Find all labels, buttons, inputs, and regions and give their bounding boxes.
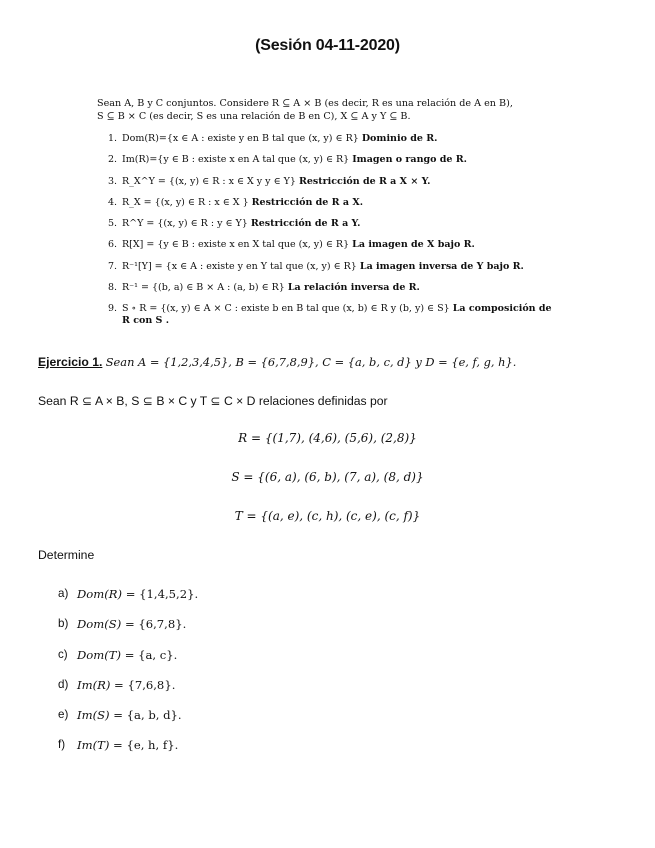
definition-number: 2. <box>108 154 118 166</box>
exercise-heading: Ejercicio 1. <box>38 355 103 369</box>
definition-item <box>108 197 560 218</box>
definition-name: Imagen o rango de R. <box>352 154 467 166</box>
definition-number: 7. <box>108 260 118 272</box>
intro-line-1: Sean A, B y C conjuntos. Considere R ⊆ A × B (es decir, R es una relación de A en B), <box>97 98 513 109</box>
definition-number: 4. <box>108 196 118 208</box>
definition-item <box>108 176 560 197</box>
answer-value: {1,4,5,2}. <box>139 587 199 601</box>
relations-intro: Sean R ⊆ A × B, S ⊆ B × C y T ⊆ C × D relaciones definidas por <box>38 394 388 408</box>
answer-item <box>58 617 198 647</box>
definition-name: Restricción de R a Y. <box>250 218 361 230</box>
definition-item <box>108 303 560 329</box>
answer-expression: Dom(R) = <box>77 587 136 601</box>
definition-number: 6. <box>108 239 118 251</box>
definition-text: R_X = {(x, y) ∈ R : x ∈ X } <box>122 196 249 208</box>
answer-value: {a, c}. <box>138 647 178 662</box>
definition-item <box>108 261 560 282</box>
session-title: (Sesión 04-11-2020) <box>255 37 400 54</box>
definition-name: Dominio de R. <box>361 133 438 144</box>
answer-item <box>58 587 198 617</box>
definition-text: R⁻¹[Y] = {x ∈ A : existe y en Y tal que (x, y) ∈ R} <box>122 260 357 272</box>
definition-name: Restricción de R a X. <box>251 196 363 208</box>
definition-item <box>108 282 560 303</box>
definition-number: 5. <box>108 218 118 230</box>
answer-expression: Im(S) = <box>77 708 123 723</box>
definition-number: 8. <box>108 282 118 294</box>
answer-item <box>58 708 198 738</box>
answer-expression: Im(T) = <box>77 738 123 753</box>
definition-text: S ∘ R = {(x, y) ∈ A × C : existe b en B tal que (x, b) ∈ R y (b, y) ∈ S} <box>122 303 450 315</box>
definition-text: Dom(R)={x ∈ A : existe y en B tal que (x, y) ∈ R} <box>122 133 359 144</box>
answer-label: e) <box>58 708 69 722</box>
definition-text: R[X] = {y ∈ B : existe x en X tal que (x, y) ∈ R} <box>122 239 350 251</box>
relation-r: R = {(1,7), (4,6), (5,6), (2,8)} <box>238 431 417 445</box>
relation-s: S = {(6, a), (6, b), (7, a), (8, d)} <box>231 470 424 484</box>
definition-item <box>108 133 560 154</box>
answer-expression: Dom(T) = <box>77 647 135 662</box>
determine-label: Determine <box>38 548 95 562</box>
answer-item <box>58 738 198 768</box>
exercise-sets: Sean A = {1,2,3,4,5}, B = {6,7,8,9}, C = {a, b, c, d} y D = {e, f, g, h}. <box>105 355 517 369</box>
intro-line-2: S ⊆ B × C (es decir, S es una relación de B en C), X ⊆ A y Y ⊆ B. <box>97 110 411 122</box>
definition-name: La imagen inversa de Y bajo R. <box>359 260 524 272</box>
definition-text: R_X^Y = {(x, y) ∈ R : x ∈ X y y ∈ Y} <box>122 175 296 187</box>
definition-number: 9. <box>108 303 118 315</box>
answer-expression: Dom(S) = <box>77 617 135 632</box>
answer-value: {7,6,8}. <box>127 677 176 692</box>
definition-number: 1. <box>108 133 118 144</box>
definitions-list <box>108 133 560 329</box>
answer-value: {6,7,8}. <box>138 617 187 632</box>
answer-value: {e, h, f}. <box>126 738 179 753</box>
answer-item <box>58 648 198 678</box>
definition-text: R^Y = {(x, y) ∈ R : y ∈ Y} <box>122 218 248 230</box>
answer-item <box>58 678 198 708</box>
answer-label: d) <box>58 677 69 691</box>
definition-name: La relación inversa de R. <box>287 282 420 294</box>
exercise-statement <box>38 355 516 369</box>
answers-list <box>58 587 198 769</box>
definition-name: La composición de R con S . <box>122 303 552 327</box>
definition-item <box>108 239 560 260</box>
intro-paragraph <box>97 98 559 123</box>
answer-expression: Im(R) = <box>77 677 124 692</box>
definition-name: La imagen de X bajo R. <box>352 239 475 251</box>
definition-text: R⁻¹ = {(b, a) ∈ B × A : (a, b) ∈ R} <box>122 282 285 294</box>
definition-text: Im(R)={y ∈ B : existe x en A tal que (x, y) ∈ R} <box>122 154 350 166</box>
answer-label: f) <box>58 738 66 752</box>
answer-label: c) <box>58 647 68 661</box>
definition-name: Restricción de R a X × Y. <box>298 175 431 187</box>
definition-item <box>108 154 560 175</box>
definition-number: 3. <box>108 175 118 187</box>
answer-value: {a, b, d}. <box>126 708 182 723</box>
definition-item <box>108 218 560 239</box>
answer-label: b) <box>58 617 69 631</box>
answer-label: a) <box>58 587 69 600</box>
relation-t: T = {(a, e), (c, h), (c, e), (c, f)} <box>234 509 421 523</box>
